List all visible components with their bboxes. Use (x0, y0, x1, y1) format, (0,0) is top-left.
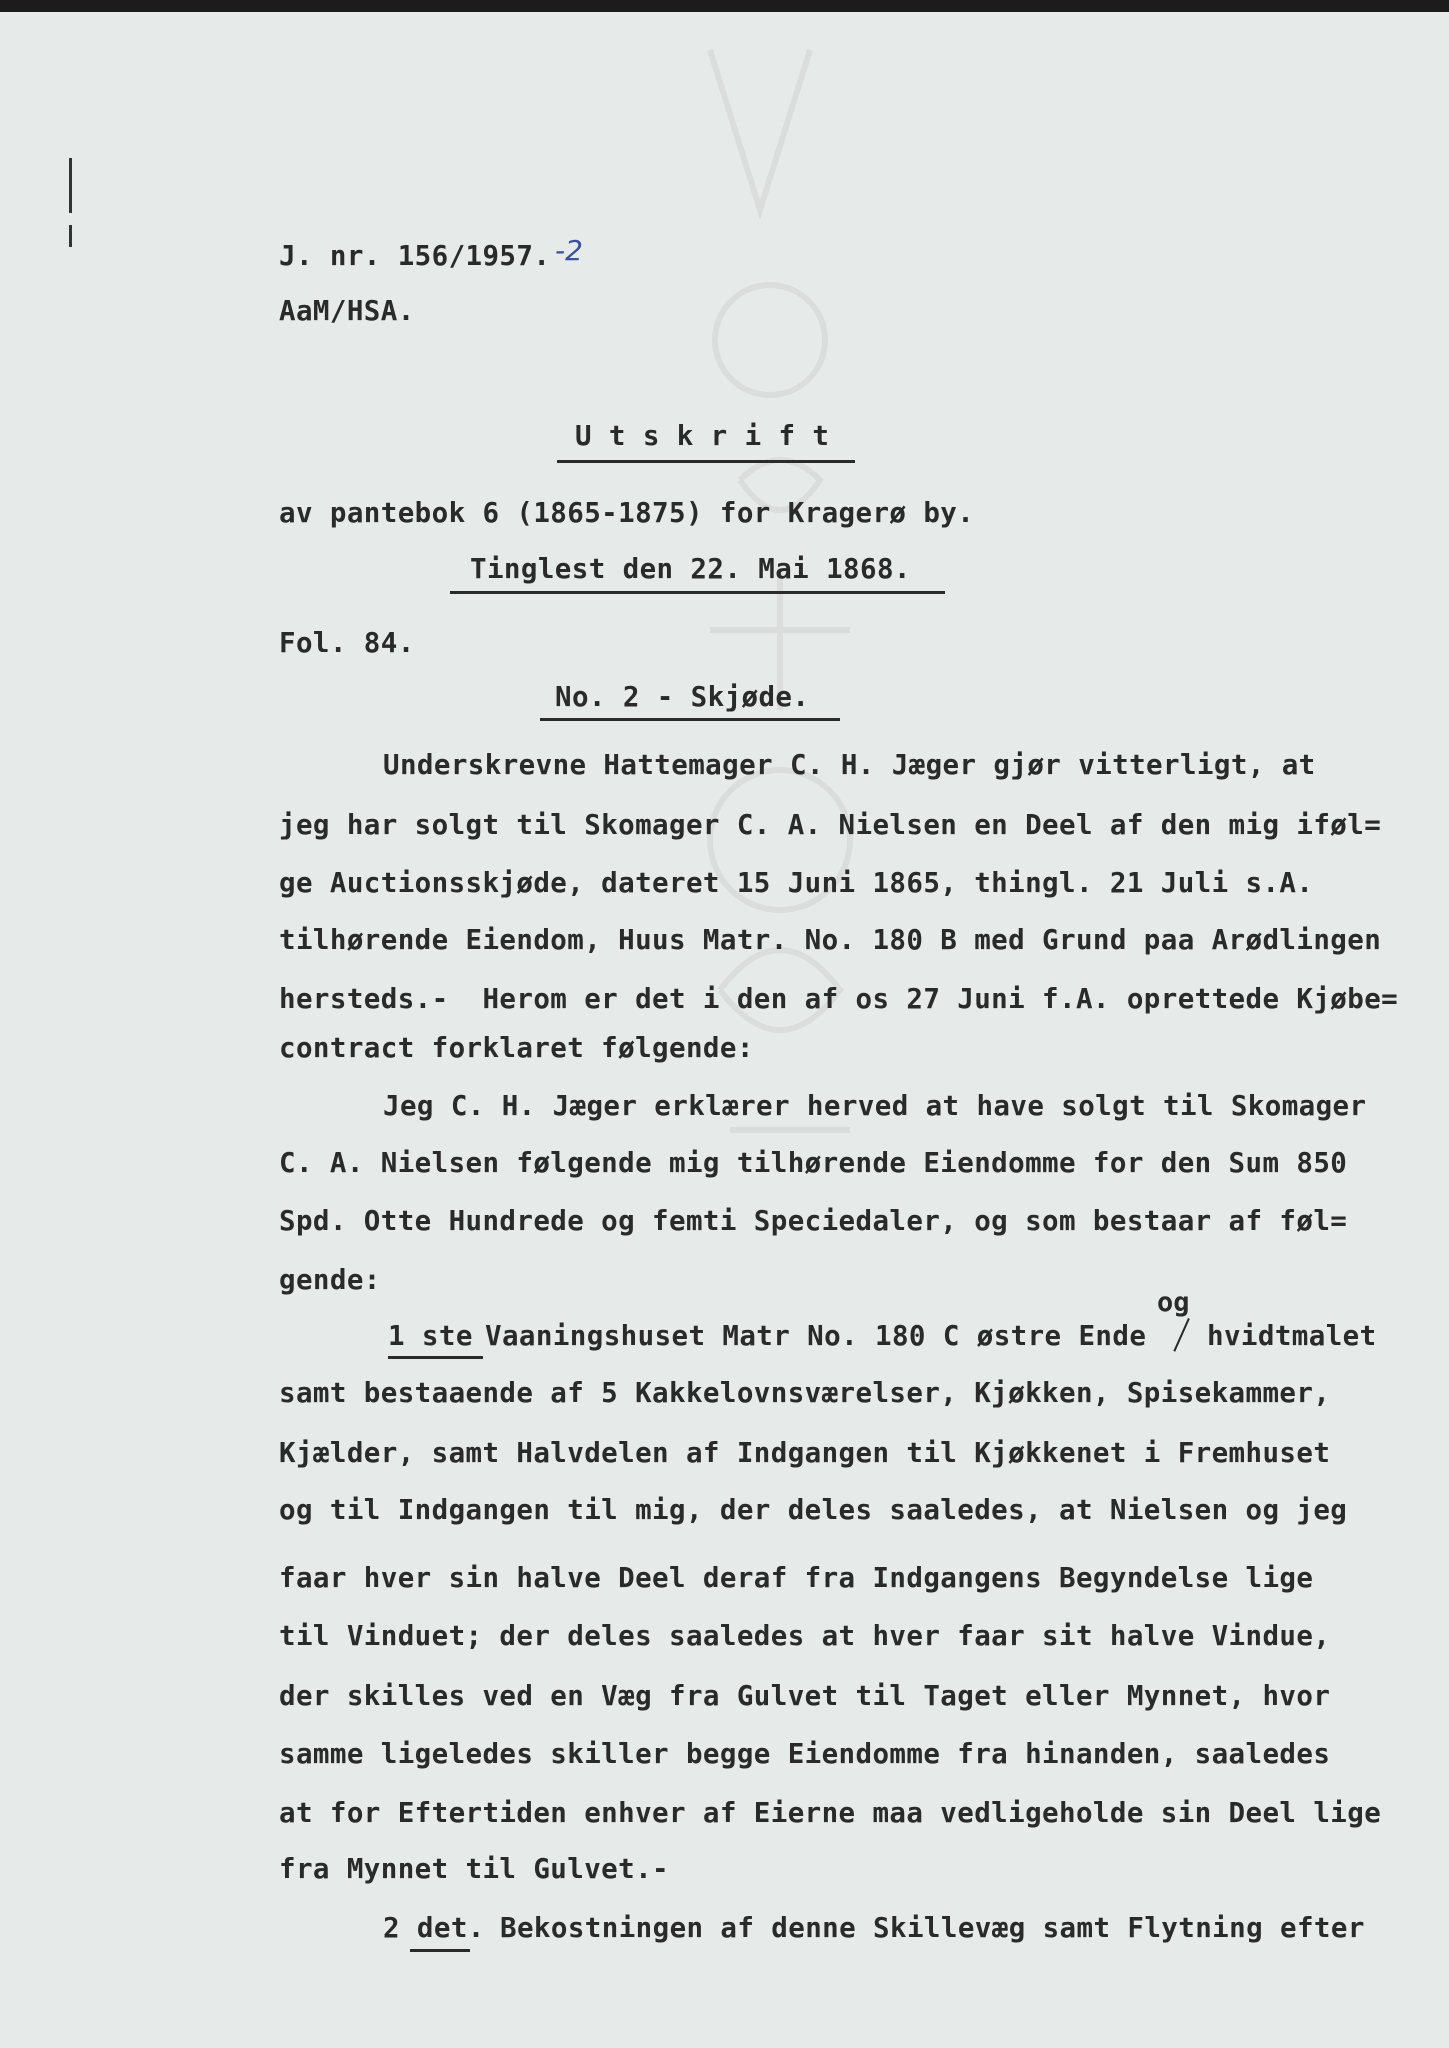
heading-underline (557, 460, 855, 463)
document-heading: U t s k r i f t (575, 420, 830, 452)
body-line: og til Indgangen til mig, der deles saaledes, at Nielsen og jeg (279, 1494, 1348, 1526)
body-line: faar hver sin halve Deel deraf fra Indgangens Begyndelse lige (279, 1562, 1314, 1594)
body-line: samt bestaaende af 5 Kakkelovnsværelser, Kjøkken, Spisekammer, (279, 1377, 1331, 1409)
body-line: gende: (279, 1264, 381, 1296)
scan-top-edge (0, 0, 1449, 12)
folio-number: Fol. 84. (279, 627, 415, 659)
registration-date: Tinglest den 22. Mai 1868. (470, 553, 911, 585)
deed-title-underline (540, 718, 840, 721)
body-line: Kjælder, samt Halvdelen af Indgangen til Kjøkkenet i Fremhuset (279, 1437, 1331, 1469)
item-two-underline (410, 1949, 470, 1952)
journal-number: J. nr. 156/1957. (279, 240, 551, 272)
body-line: ge Auctionsskjøde, dateret 15 Juni 1865, thingl. 21 Juli s.A. (279, 867, 1314, 899)
item-one-number: 1 ste (388, 1320, 473, 1352)
body-line: at for Eftertiden enhver af Eierne maa vedligeholde sin Deel lige (279, 1797, 1382, 1829)
body-line: der skilles ved en Væg fra Gulvet til Taget eller Mynnet, hvor (279, 1680, 1331, 1712)
body-line: til Vinduet; der deles saaledes at hver faar sit halve Vindue, (279, 1620, 1331, 1652)
punch-mark (69, 225, 72, 247)
initials: AaM/HSA. (279, 295, 415, 327)
body-line: C. A. Nielsen følgende mig tilhørende Eiendomme for den Sum 850 (279, 1147, 1348, 1179)
body-line: tilhørende Eiendom, Huus Matr. No. 180 B med Grund paa Arødlingen (279, 924, 1382, 956)
item-two-text: Bekostningen af denne Skillevæg samt Flytning efter (500, 1912, 1365, 1944)
body-line: contract forklaret følgende: (279, 1032, 754, 1064)
body-line: Underskrevne Hattemager C. H. Jæger gjør vitterligt, at (383, 749, 1316, 781)
item-one-underline (388, 1356, 483, 1359)
inserted-word: og (1157, 1287, 1190, 1318)
body-line: hersteds.- Herom er det i den af os 27 Juni f.A. oprettede Kjøbe= (279, 983, 1399, 1015)
item-two-number: 2 det. (383, 1912, 485, 1944)
insertion-mark (1173, 1318, 1189, 1352)
item-one-text-end: hvidtmalet (1207, 1320, 1377, 1352)
stamp-watermark (620, 10, 940, 1250)
punch-mark (69, 158, 72, 213)
body-line: fra Mynnet til Gulvet.- (279, 1853, 669, 1885)
body-line: jeg har solgt til Skomager C. A. Nielsen en Deel af den mig iføl= (279, 809, 1382, 841)
registration-underline (450, 591, 945, 594)
body-line: samme ligeledes skiller begge Eiendomme fra hinanden, saaledes (279, 1738, 1331, 1770)
handwritten-suffix: -2 (555, 234, 583, 267)
deed-title: No. 2 - Skjøde. (555, 681, 810, 713)
body-line: Jeg C. H. Jæger erklærer herved at have solgt til Skomager (383, 1090, 1367, 1122)
source-line: av pantebok 6 (1865-1875) for Kragerø by. (279, 497, 975, 529)
item-one-text: Vaaningshuset Matr No. 180 C østre Ende (485, 1320, 1147, 1352)
body-line: Spd. Otte Hundrede og femti Speciedaler, og som bestaar af føl= (279, 1205, 1348, 1237)
